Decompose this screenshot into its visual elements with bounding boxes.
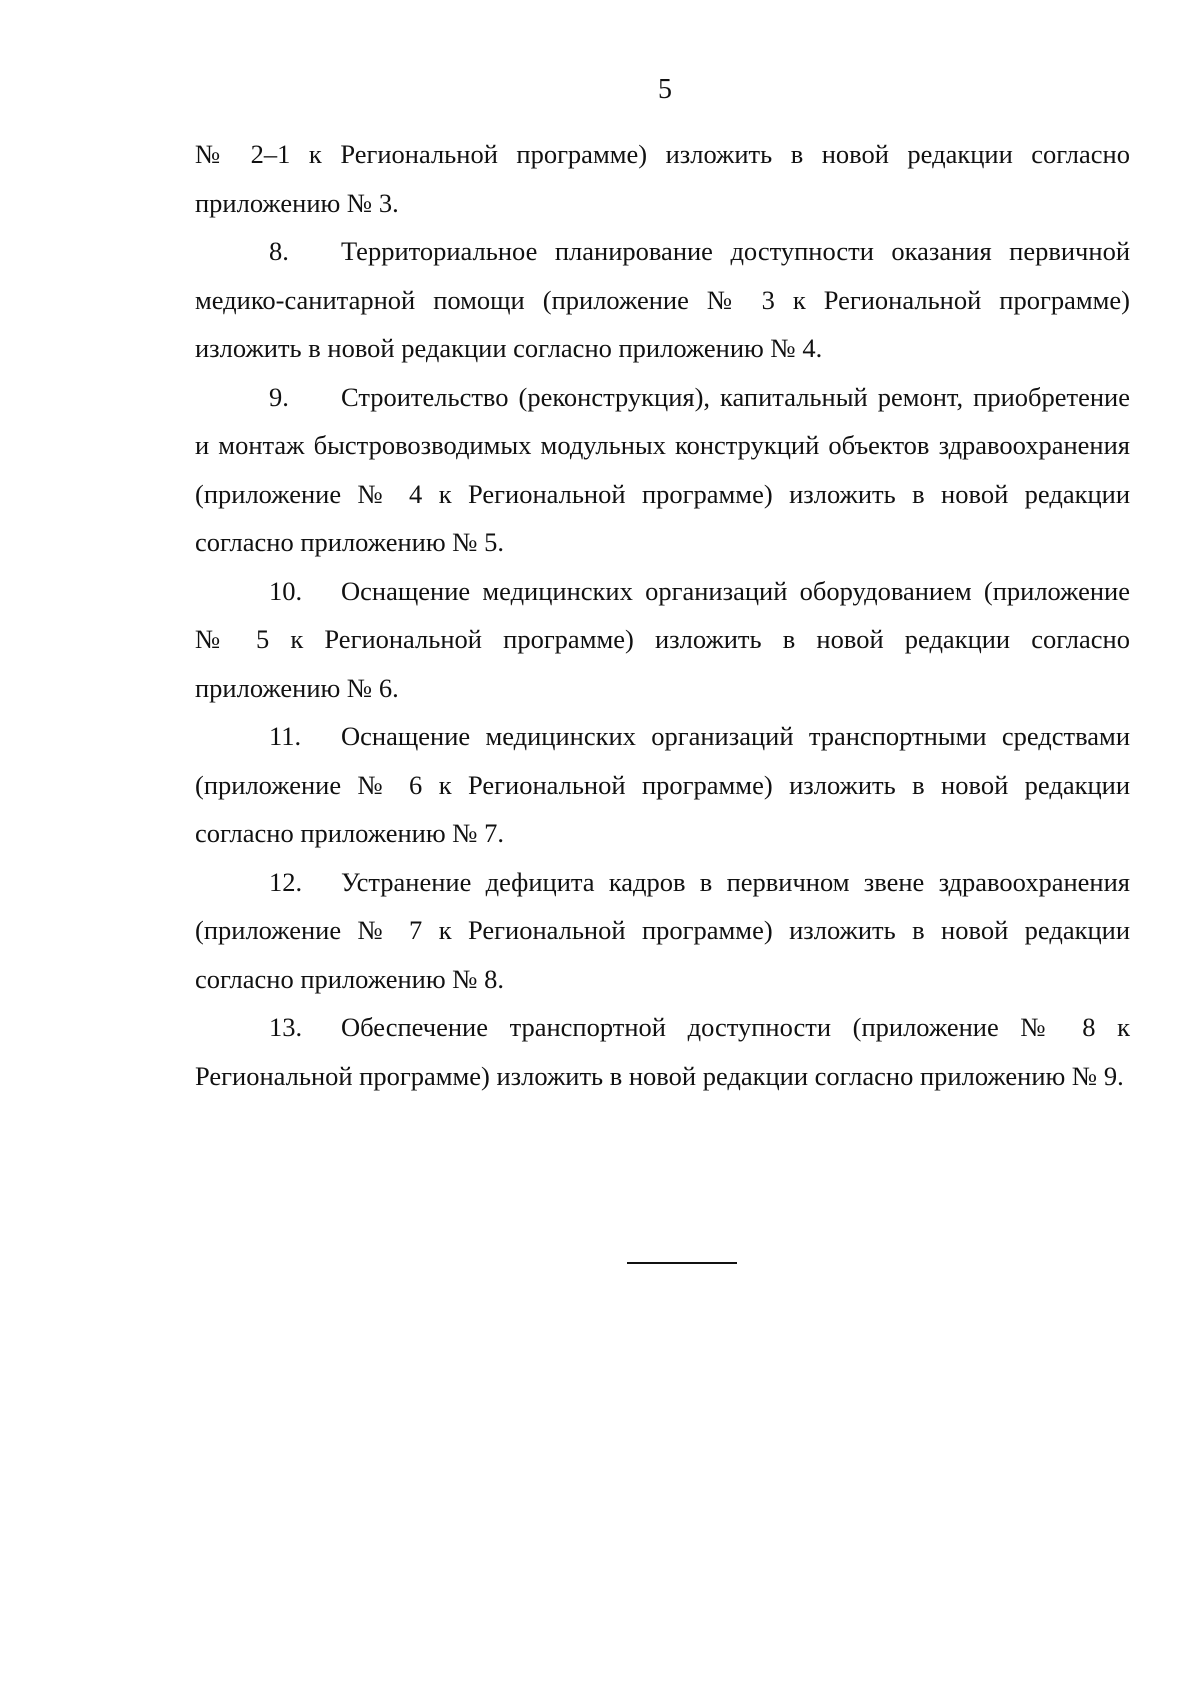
list-item-13: [195, 1003, 1130, 1100]
list-item-8: [195, 227, 1130, 373]
list-item-11: [195, 712, 1130, 858]
item-text: Строительство (реконструкция), капитальный ремонт, приобретение и монтаж быстровозводимых модульных конструкций объектов здравоохранения (приложение № 4 к Региональной программе) изложить в новой редакции согласно приложению № 5.: [195, 381, 1130, 557]
item-number: 10.: [269, 575, 303, 606]
item-text: Территориальное планирование доступности оказания первичной медико-санитарной помощи (приложение № 3 к Региональной программе) изложить в новой редакции согласно приложению № 4.: [195, 236, 1130, 363]
page-number: 5: [658, 74, 672, 105]
item-number: 9.: [269, 381, 289, 412]
item-number: 12.: [269, 866, 303, 897]
list-item-10: [195, 567, 1130, 713]
list-item-12: [195, 858, 1130, 1004]
document-body: [195, 130, 1130, 1100]
item-number: 11.: [269, 721, 302, 751]
item-text: Оснащение медицинских организаций транспортными средствами (приложение № 6 к Региональной программе) изложить в новой редакции согласно приложению № 7.: [195, 721, 1130, 848]
item-number: 13.: [269, 1012, 303, 1042]
item-text: Обеспечение транспортной доступности (приложение № 8 к Региональной программе) изложить в новой редакции согласно приложению № 9.: [195, 1012, 1130, 1091]
item-number: 8.: [269, 236, 289, 266]
list-item-9: [195, 373, 1130, 567]
intro-paragraph: № 2–1 к Региональной программе) изложить в новой редакции согласно приложению № 3.: [195, 139, 1130, 218]
item-text: Оснащение медицинских организаций оборудованием (приложение № 5 к Региональной программе) изложить в новой редакции согласно приложению № 6.: [195, 575, 1130, 703]
item-text: Устранение дефицита кадров в первичном звене здравоохранения (приложение № 7 к Региональной программе) изложить в новой редакции согласно приложению № 8.: [195, 866, 1130, 994]
end-of-text-rule: [627, 1262, 737, 1264]
